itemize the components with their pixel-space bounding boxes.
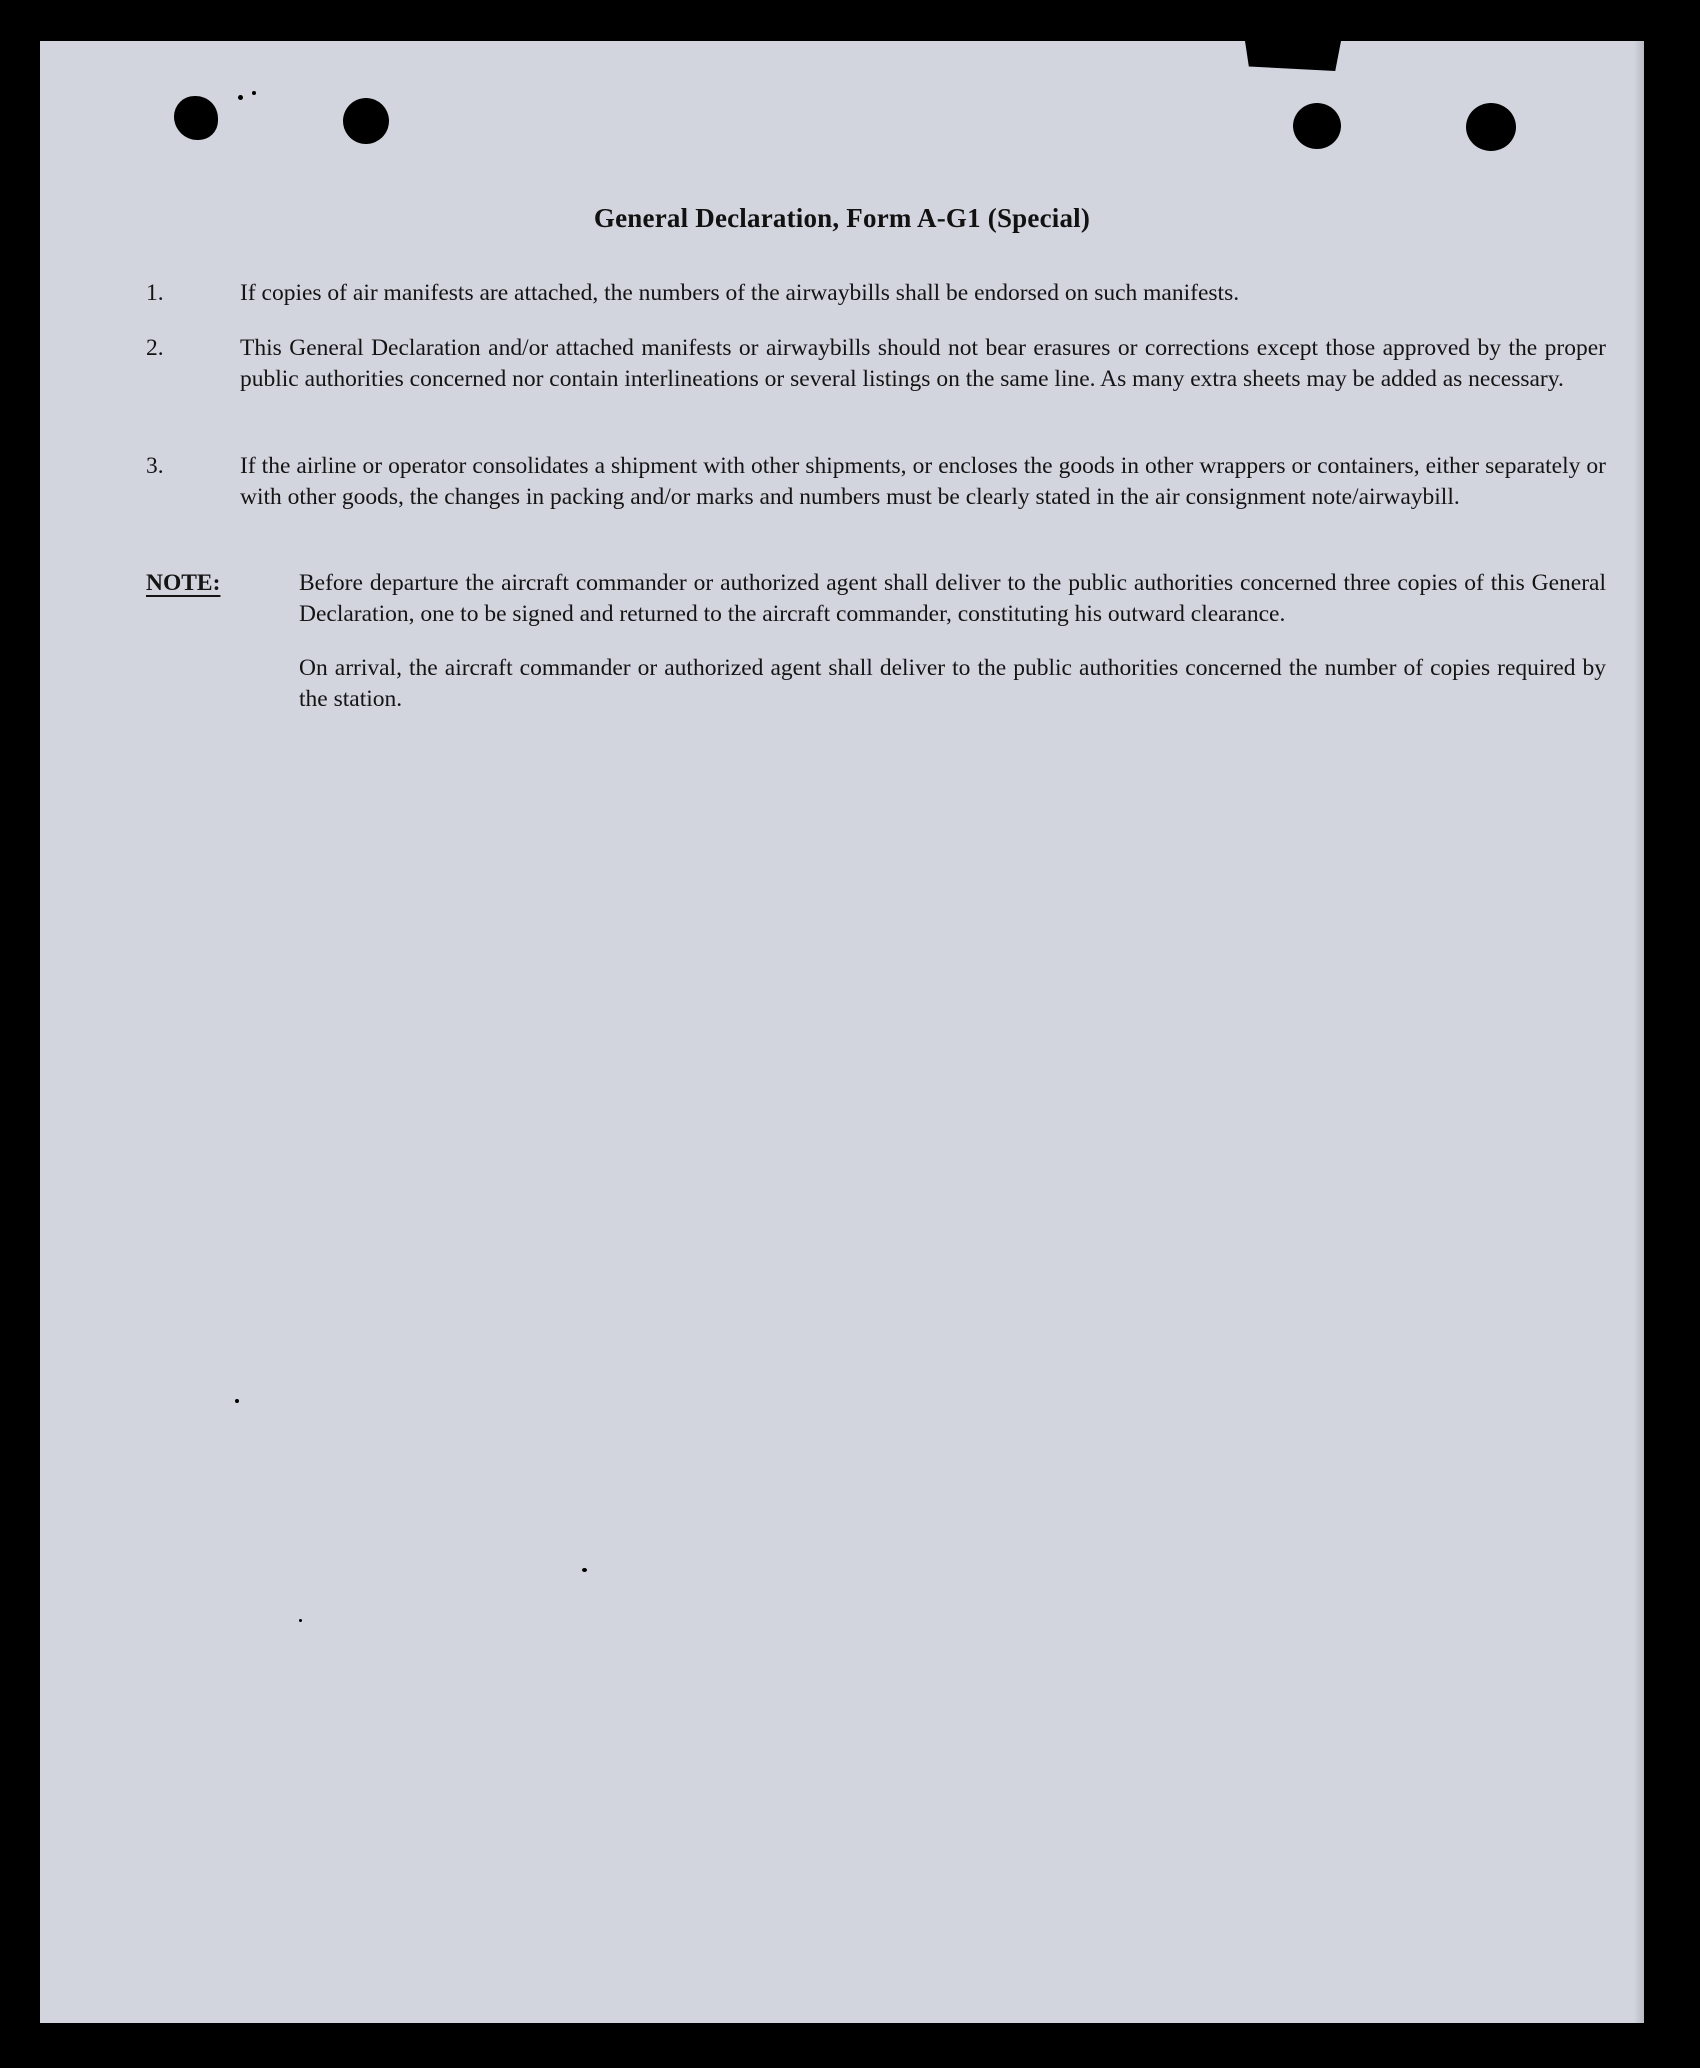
item-number: 3. — [146, 453, 164, 479]
ink-speck — [582, 1568, 587, 1572]
document-page — [40, 41, 1644, 2023]
note-label: NOTE: — [146, 570, 221, 596]
item-text: If the airline or operator consolidates a shipment with other shipments, or encloses the goods in other wrappers or containers, either separately or with other goods, the changes in packing and/or marks and numbers must be clearly stated in the air consignment note/airwaybill. — [240, 453, 1606, 510]
punch-hole-right-1 — [1293, 103, 1341, 149]
ink-speck — [238, 95, 243, 100]
ink-speck — [299, 1619, 302, 1622]
instruction-item-3 — [146, 451, 1606, 513]
document-title: General Declaration, Form A-G1 (Special) — [593, 203, 1091, 233]
punch-hole-right-2 — [1466, 103, 1516, 151]
note-section — [146, 568, 1606, 715]
item-number: 2. — [146, 335, 164, 361]
ink-speck — [252, 91, 256, 95]
punch-hole-left-1 — [174, 96, 218, 140]
item-number: 1. — [146, 280, 164, 306]
instruction-item-2 — [146, 333, 1606, 395]
ink-speck — [235, 1399, 239, 1403]
scan-artifact-tab — [1245, 41, 1341, 71]
note-paragraph-2: On arrival, the aircraft commander or authorized agent shall deliver to the public authorities concerned the number of copies required by the station. — [299, 655, 1606, 712]
item-text: This General Declaration and/or attached manifests or airwaybills should not bear erasures or corrections except those approved by the proper public authorities concerned nor contain interlineations or several listings on the same line. As many extra sheets may be added as necessary. — [240, 335, 1606, 392]
punch-hole-left-2 — [343, 98, 389, 144]
item-text: If copies of air manifests are attached, the numbers of the airwaybills shall be endorsed on such manifests. — [240, 280, 1240, 306]
instruction-item-1 — [146, 278, 1606, 309]
note-paragraph-1: Before departure the aircraft commander or authorized agent shall deliver to the public authorities concerned three copies of this General Declaration, one to be signed and returned to the aircraft commander, constituting his outward clearance. — [299, 570, 1606, 627]
